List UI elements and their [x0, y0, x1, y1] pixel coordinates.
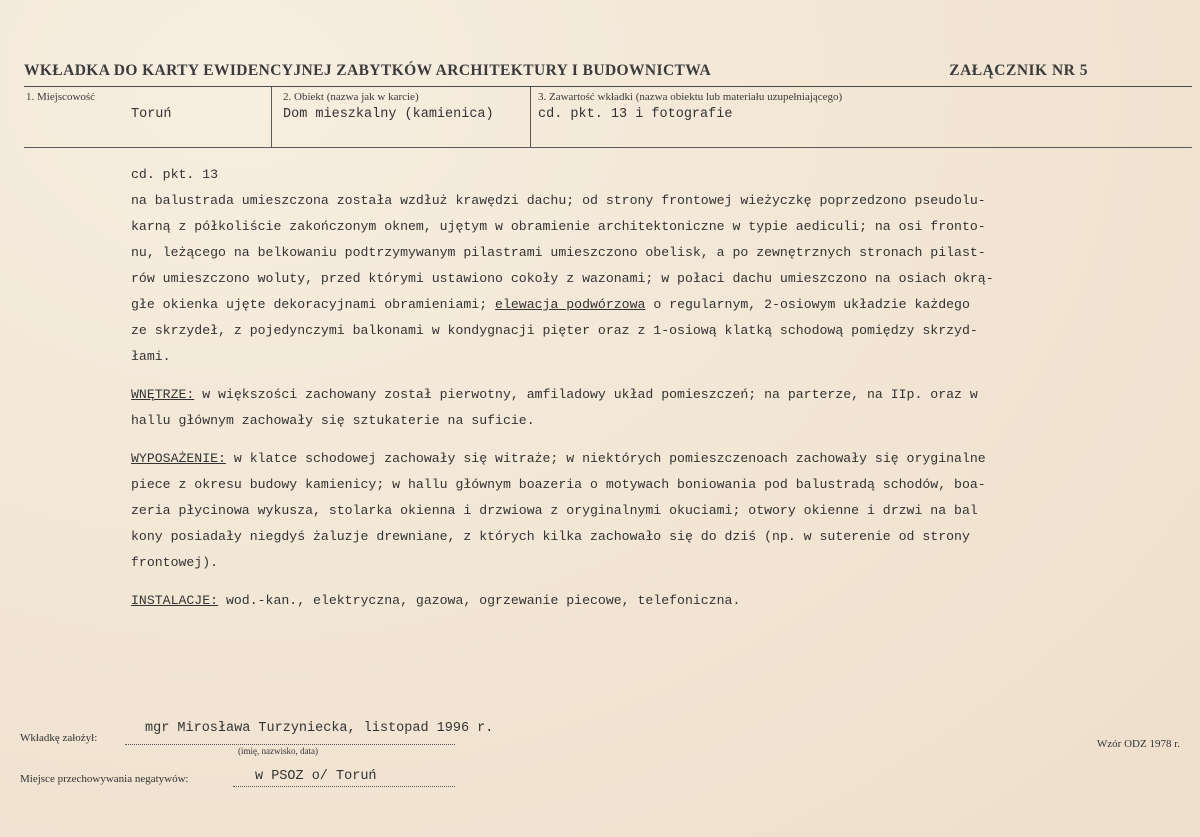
body-text-segment: o regularnym, 2-osiowym układzie każdego	[645, 297, 970, 312]
header-rule	[24, 86, 1192, 87]
equipment-line	[131, 446, 1081, 472]
field-divider	[271, 87, 272, 147]
location-value: Toruń	[131, 107, 172, 122]
courtyard-elevation-heading: elewacja podwórzowa	[495, 297, 646, 312]
body-text-segment: wod.-kan., elektryczna, gazowa, ogrzewanie piecowe, telefoniczna.	[218, 593, 741, 608]
author-caption: (imię, nazwisko, data)	[238, 746, 318, 756]
fields-rule	[24, 147, 1192, 148]
author-dotted-line	[125, 744, 455, 745]
author-label: Wkładkę założył:	[20, 732, 98, 744]
location-label: 1. Miejscowość	[26, 91, 96, 103]
body-line: hallu głównym zachowały się sztukaterie na suficie.	[131, 413, 535, 428]
storage-value: w PSOZ o/ Toruń	[255, 769, 377, 784]
body-line: zeria płycinowa wykusza, stolarka okienna i drzwiowa z oryginalnymi okuciami; otwory okienne i drzwi na bal	[131, 503, 978, 518]
body-text-segment: głe okienka ujęte dekoracyjnami obramieniami;	[131, 297, 496, 312]
equipment-heading: WYPOSAŻENIE:	[131, 451, 226, 466]
installations-line	[131, 588, 1081, 614]
content-value: cd. pkt. 13 i fotografie	[538, 107, 733, 122]
object-label: 2. Obiekt (nazwa jak w karcie)	[283, 91, 419, 103]
body-line: kony posiadały niegdyś żaluzje drewniane, z których kilka zachowało się do dziś (np. w suterenie od strony	[131, 529, 970, 544]
content-label: 3. Zawartość wkładki (nazwa obiektu lub materiału uzupełniającego)	[538, 91, 843, 103]
body-text-segment: w większości zachowany został pierwotny, amfiladowy układ pomieszczeń; na parterze, na IIp. oraz w	[194, 387, 978, 402]
body-line: rów umieszczono woluty, przed którymi ustawiono cokoły z wazonami; w połaci dachu umieszczono na osiach okrą-	[131, 271, 994, 286]
body-line: na balustrada umieszczona została wzdłuż krawędzi dachu; od strony frontowej wieżyczkę poprzedzono pseudolu-	[131, 193, 986, 208]
form-title: WKŁADKA DO KARTY EWIDENCYJNEJ ZABYTKÓW ARCHITEKTURY I BUDOWNICTWA	[24, 62, 712, 79]
form-version: Wzór ODZ 1978 r.	[1096, 738, 1180, 750]
document-body	[131, 162, 1081, 614]
body-line: nu, leżącego na belkowaniu podtrzymywanym pilastrami umieszczono obelisk, a po zewnętrznych stronach pilast-	[131, 245, 986, 260]
body-line: piece z okresu budowy kamienicy; w hallu głównym boazeria o motywach boniowania pod balustradą schodów, boa-	[131, 477, 986, 492]
installations-heading: INSTALACJE:	[131, 593, 219, 608]
body-intro: cd. pkt. 13	[131, 167, 219, 182]
interior-heading: WNĘTRZE:	[131, 387, 195, 402]
storage-dotted-line	[233, 786, 455, 787]
body-text-segment: w klatce schodowej zachowały się witraże; w niektórych pomieszczenoach zachowały się oryginalne	[225, 451, 986, 466]
body-line: łami.	[131, 349, 171, 364]
body-line: karną z półkoliście zakończonym oknem, ujętym w obramienie architektoniczne w typie aediculi; na osi fronto-	[131, 219, 986, 234]
interior-line	[131, 382, 1081, 408]
field-divider	[530, 87, 531, 147]
body-line: frontowej).	[131, 555, 219, 570]
author-value: mgr Mirosława Turzyniecka, listopad 1996 r.	[145, 721, 494, 736]
storage-label: Miejsce przechowywania negatywów:	[20, 773, 189, 785]
annex-number: ZAŁĄCZNIK NR 5	[949, 62, 1088, 79]
body-line	[131, 292, 1081, 318]
object-value: Dom mieszkalny (kamienica)	[283, 107, 494, 122]
body-line: ze skrzydeł, z pojedynczymi balkonami w kondygnacji pięter oraz z 1-osiową klatką schodową pomiędzy skrzyd-	[131, 323, 978, 338]
